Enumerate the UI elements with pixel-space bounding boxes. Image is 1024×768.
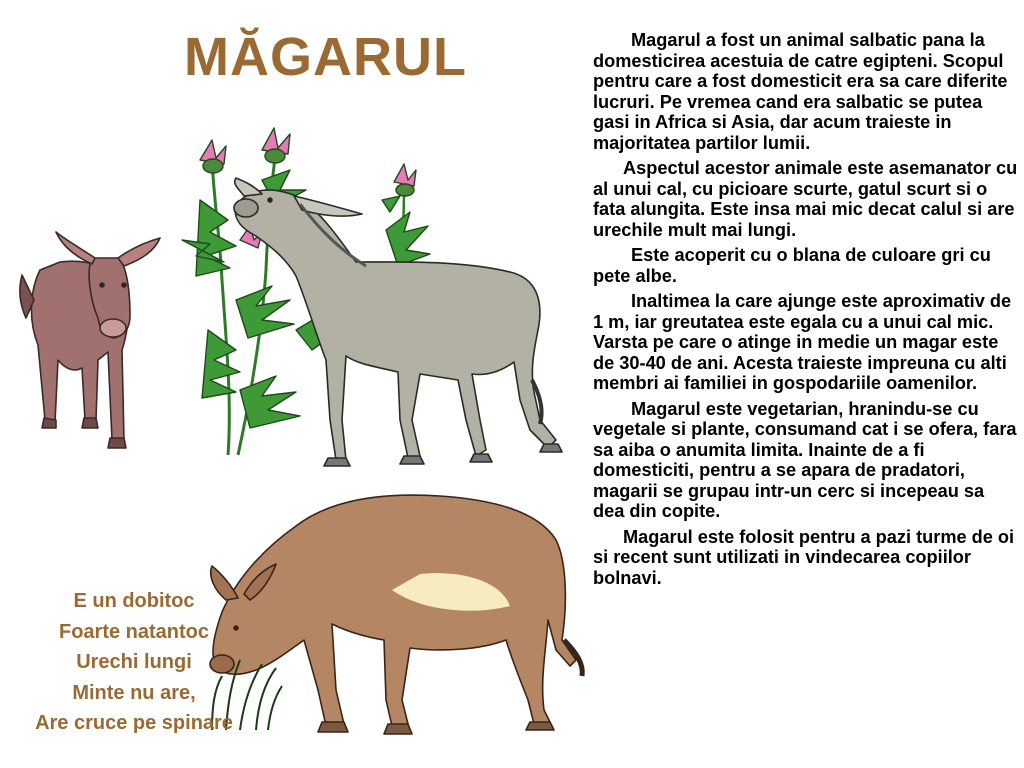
article-body (593, 30, 1018, 593)
paragraph-uses: Magarul este folosit pentru a pazi turme de oi si recent sunt utilizati in vindecarea copiilor bolnavi. (593, 526, 1015, 588)
paragraph-diet: Magarul este vegetarian, hranindu-se cu vegetale si plante, consumand cat i se ofera, fara sa aiba o anumita limita. Inainte de a fi domesticiti, pentru a se apara de pradatori, magarii se grupau intr-un cerc si incepeau sa dea din copite. (593, 398, 1017, 521)
page-title: MĂGARUL (184, 27, 467, 87)
donkey-front-icon (20, 232, 160, 448)
poem-line: Minte nu are, (72, 681, 196, 704)
poem (0, 586, 268, 739)
poem-line: Foarte natantoc (58, 620, 210, 643)
paragraph-fur: Este acoperit cu o blana de culoare gri cu pete albe. (593, 245, 991, 286)
poem-line: Urechi lungi (76, 651, 192, 673)
paragraph-appearance: Aspectul acestor animale este asemanator cu al unui cal, cu picioare scurte, gatul scurt si o fata alungita. Este insa mai mic decat calul si are urechile mult mai lungi. (593, 158, 1018, 240)
paragraph-size: Inaltimea la care ajunge este aproximativ de 1 m, iar greutatea este egala cu a unui cal mic. Varsta pe care o atinge in medie un magar este de 30-40 de ani. Acesta traieste impreuna cu alti membri ai familiei in gospodariile oamenilor. (593, 291, 1012, 393)
paragraph-origin: Magarul a fost un animal salbatic pana la domesticirea acestuia de catre egipteni. Scopul pentru care a fost domesticit era sa care diferite lucruri. Pe vremea cand era salbatic se putea gasi in Africa si Asia, dar acum traieste in majoritatea partilor lumii. (593, 30, 1008, 153)
poem-line: E un dobitoc (73, 590, 195, 612)
poem-line: Are cruce pe spinare (35, 712, 233, 734)
